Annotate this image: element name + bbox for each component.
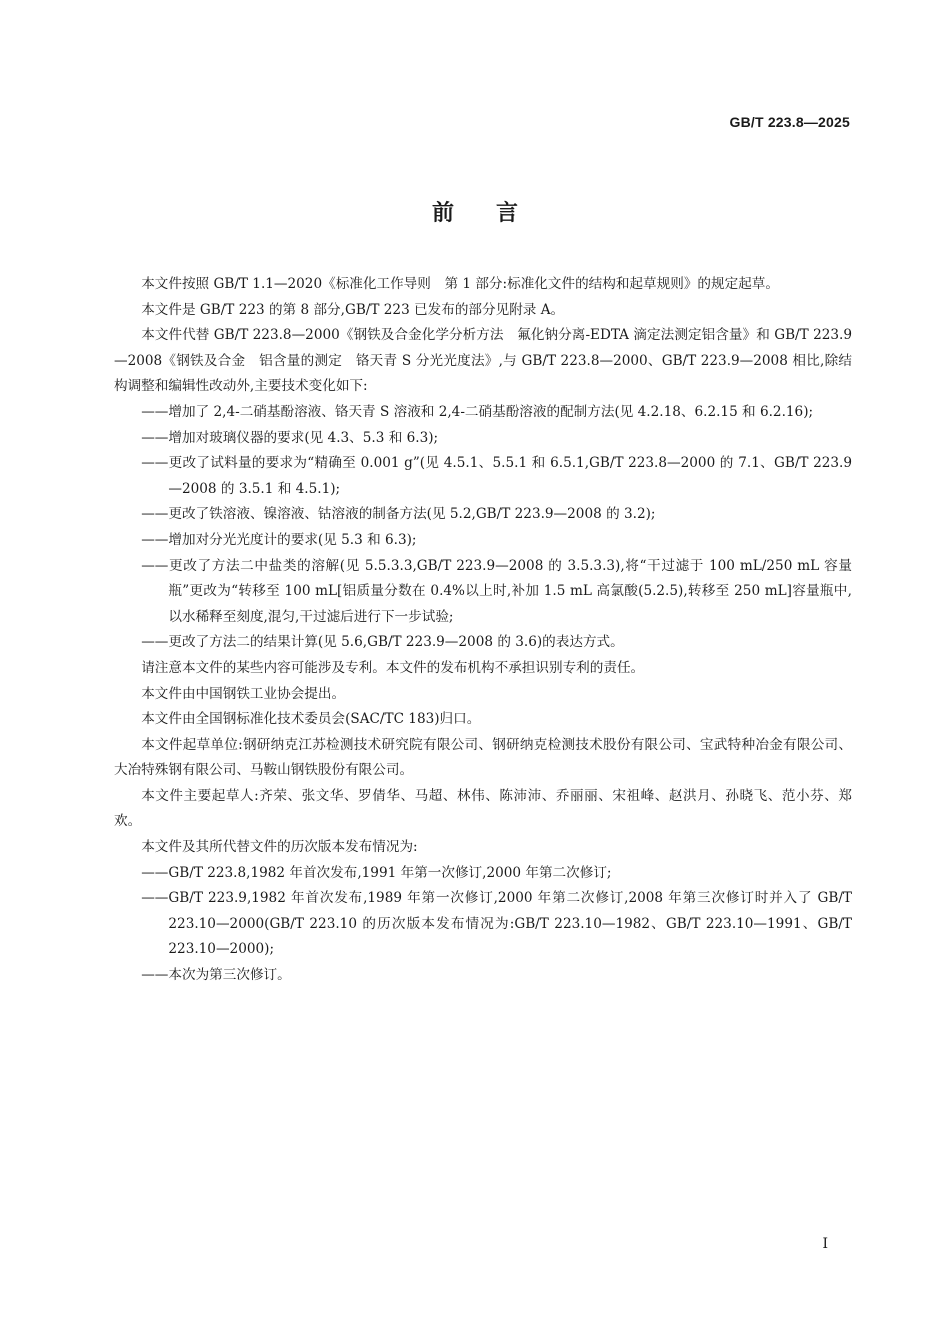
change-item: ——增加对分光光度计的要求(见 5.3 和 6.3); bbox=[141, 531, 417, 548]
document-code: GB/T 223.8—2025 bbox=[729, 114, 850, 130]
change-item: ——更改了试料量的要求为“精确至 0.001 g”(见 4.5.1、5.5.1 和 6.5.1,GB/T 223.8—2000 的 7.1、GB/T 223.9—2008 的 3.5.1 和 4.5.1); bbox=[141, 455, 852, 497]
page-title: 前言 bbox=[431, 201, 560, 226]
paragraph-drafting-rules: 本文件按照 GB/T 1.1—2020《标准化工作导则 第 1 部分:标准化文件的结构和起草规则》的规定起草。 bbox=[141, 276, 779, 292]
paragraph-committee: 本文件由全国钢标准化技术委员会(SAC/TC 183)归口。 bbox=[141, 711, 481, 728]
history-item: ——本次为第三次修订。 bbox=[141, 967, 291, 984]
foreword-body bbox=[114, 272, 852, 989]
paragraph-part-info: 本文件是 GB/T 223 的第 8 部分,GB/T 223 已发布的部分见附录 A。 bbox=[141, 301, 565, 318]
paragraph-proposer: 本文件由中国钢铁工业协会提出。 bbox=[141, 685, 346, 702]
paragraph-patent-notice: 请注意本文件的某些内容可能涉及专利。本文件的发布机构不承担识别专利的责任。 bbox=[141, 659, 645, 676]
change-item: ——增加对玻璃仪器的要求(见 4.3、5.3 和 6.3); bbox=[141, 429, 439, 446]
history-item: ——GB/T 223.9,1982 年首次发布,1989 年第一次修订,2000 年第二次修订,2008 年第三次修订时并入了 GB/T 223.10—2000(GB/T 223.10 的历次版本发布情况为:GB/T 223.10—1982、GB/T 223.10—1991、GB/T 223.10—2000); bbox=[141, 890, 852, 958]
change-item: ——增加了 2,4-二硝基酚溶液、铬天青 S 溶液和 2,4-二硝基酚溶液的配制方法(见 4.2.18、6.2.15 和 6.2.16); bbox=[141, 403, 814, 420]
change-item: ——更改了方法二的结果计算(见 5.6,GB/T 223.9—2008 的 3.6)的表达方式。 bbox=[141, 634, 624, 651]
paragraph-history-intro: 本文件及其所代替文件的历次版本发布情况为: bbox=[141, 839, 418, 856]
paragraph-replacement: 本文件代替 GB/T 223.8—2000《钢铁及合金化学分析方法 氟化钠分离-EDTA 滴定法测定铝含量》和 GB/T 223.9—2008《钢铁及合金 铝含量的测定 铬天青 S 分光光度法》,与 GB/T 223.8—2000、GB/T 223.9—2008 相比,除结构调整和编辑性改动外,主要技术变化如下: bbox=[114, 327, 852, 395]
change-item: ——更改了铁溶液、镍溶液、钴溶液的制备方法(见 5.2,GB/T 223.9—2008 的 3.2); bbox=[141, 506, 656, 523]
change-item: ——更改了方法二中盐类的溶解(见 5.5.3.3,GB/T 223.9—2008 的 3.5.3.3),将“干过滤于 100 mL/250 mL 容量瓶”更改为“转移至 100 mL[铝质量分数在 0.4%以上时,补加 1.5 mL 高氯酸(5.2.5),转移至 250 mL]容量瓶中,以水稀释至刻度,混匀,干过滤后进行下一步试验; bbox=[141, 557, 852, 625]
paragraph-drafting-units: 本文件起草单位:钢研纳克江苏检测技术研究院有限公司、钢研纳克检测技术股份有限公司、宝武特种冶金有限公司、大冶特殊钢有限公司、马鞍山钢铁股份有限公司。 bbox=[114, 736, 852, 779]
page-number: I bbox=[822, 1236, 828, 1252]
history-item: ——GB/T 223.8,1982 年首次发布,1991 年第一次修订,2000 年第二次修订; bbox=[141, 864, 612, 881]
paragraph-drafters: 本文件主要起草人:齐荣、张文华、罗倩华、马超、林伟、陈沛沛、乔丽丽、宋祖峰、赵洪月、孙晓飞、范小芬、郑欢。 bbox=[114, 787, 852, 830]
